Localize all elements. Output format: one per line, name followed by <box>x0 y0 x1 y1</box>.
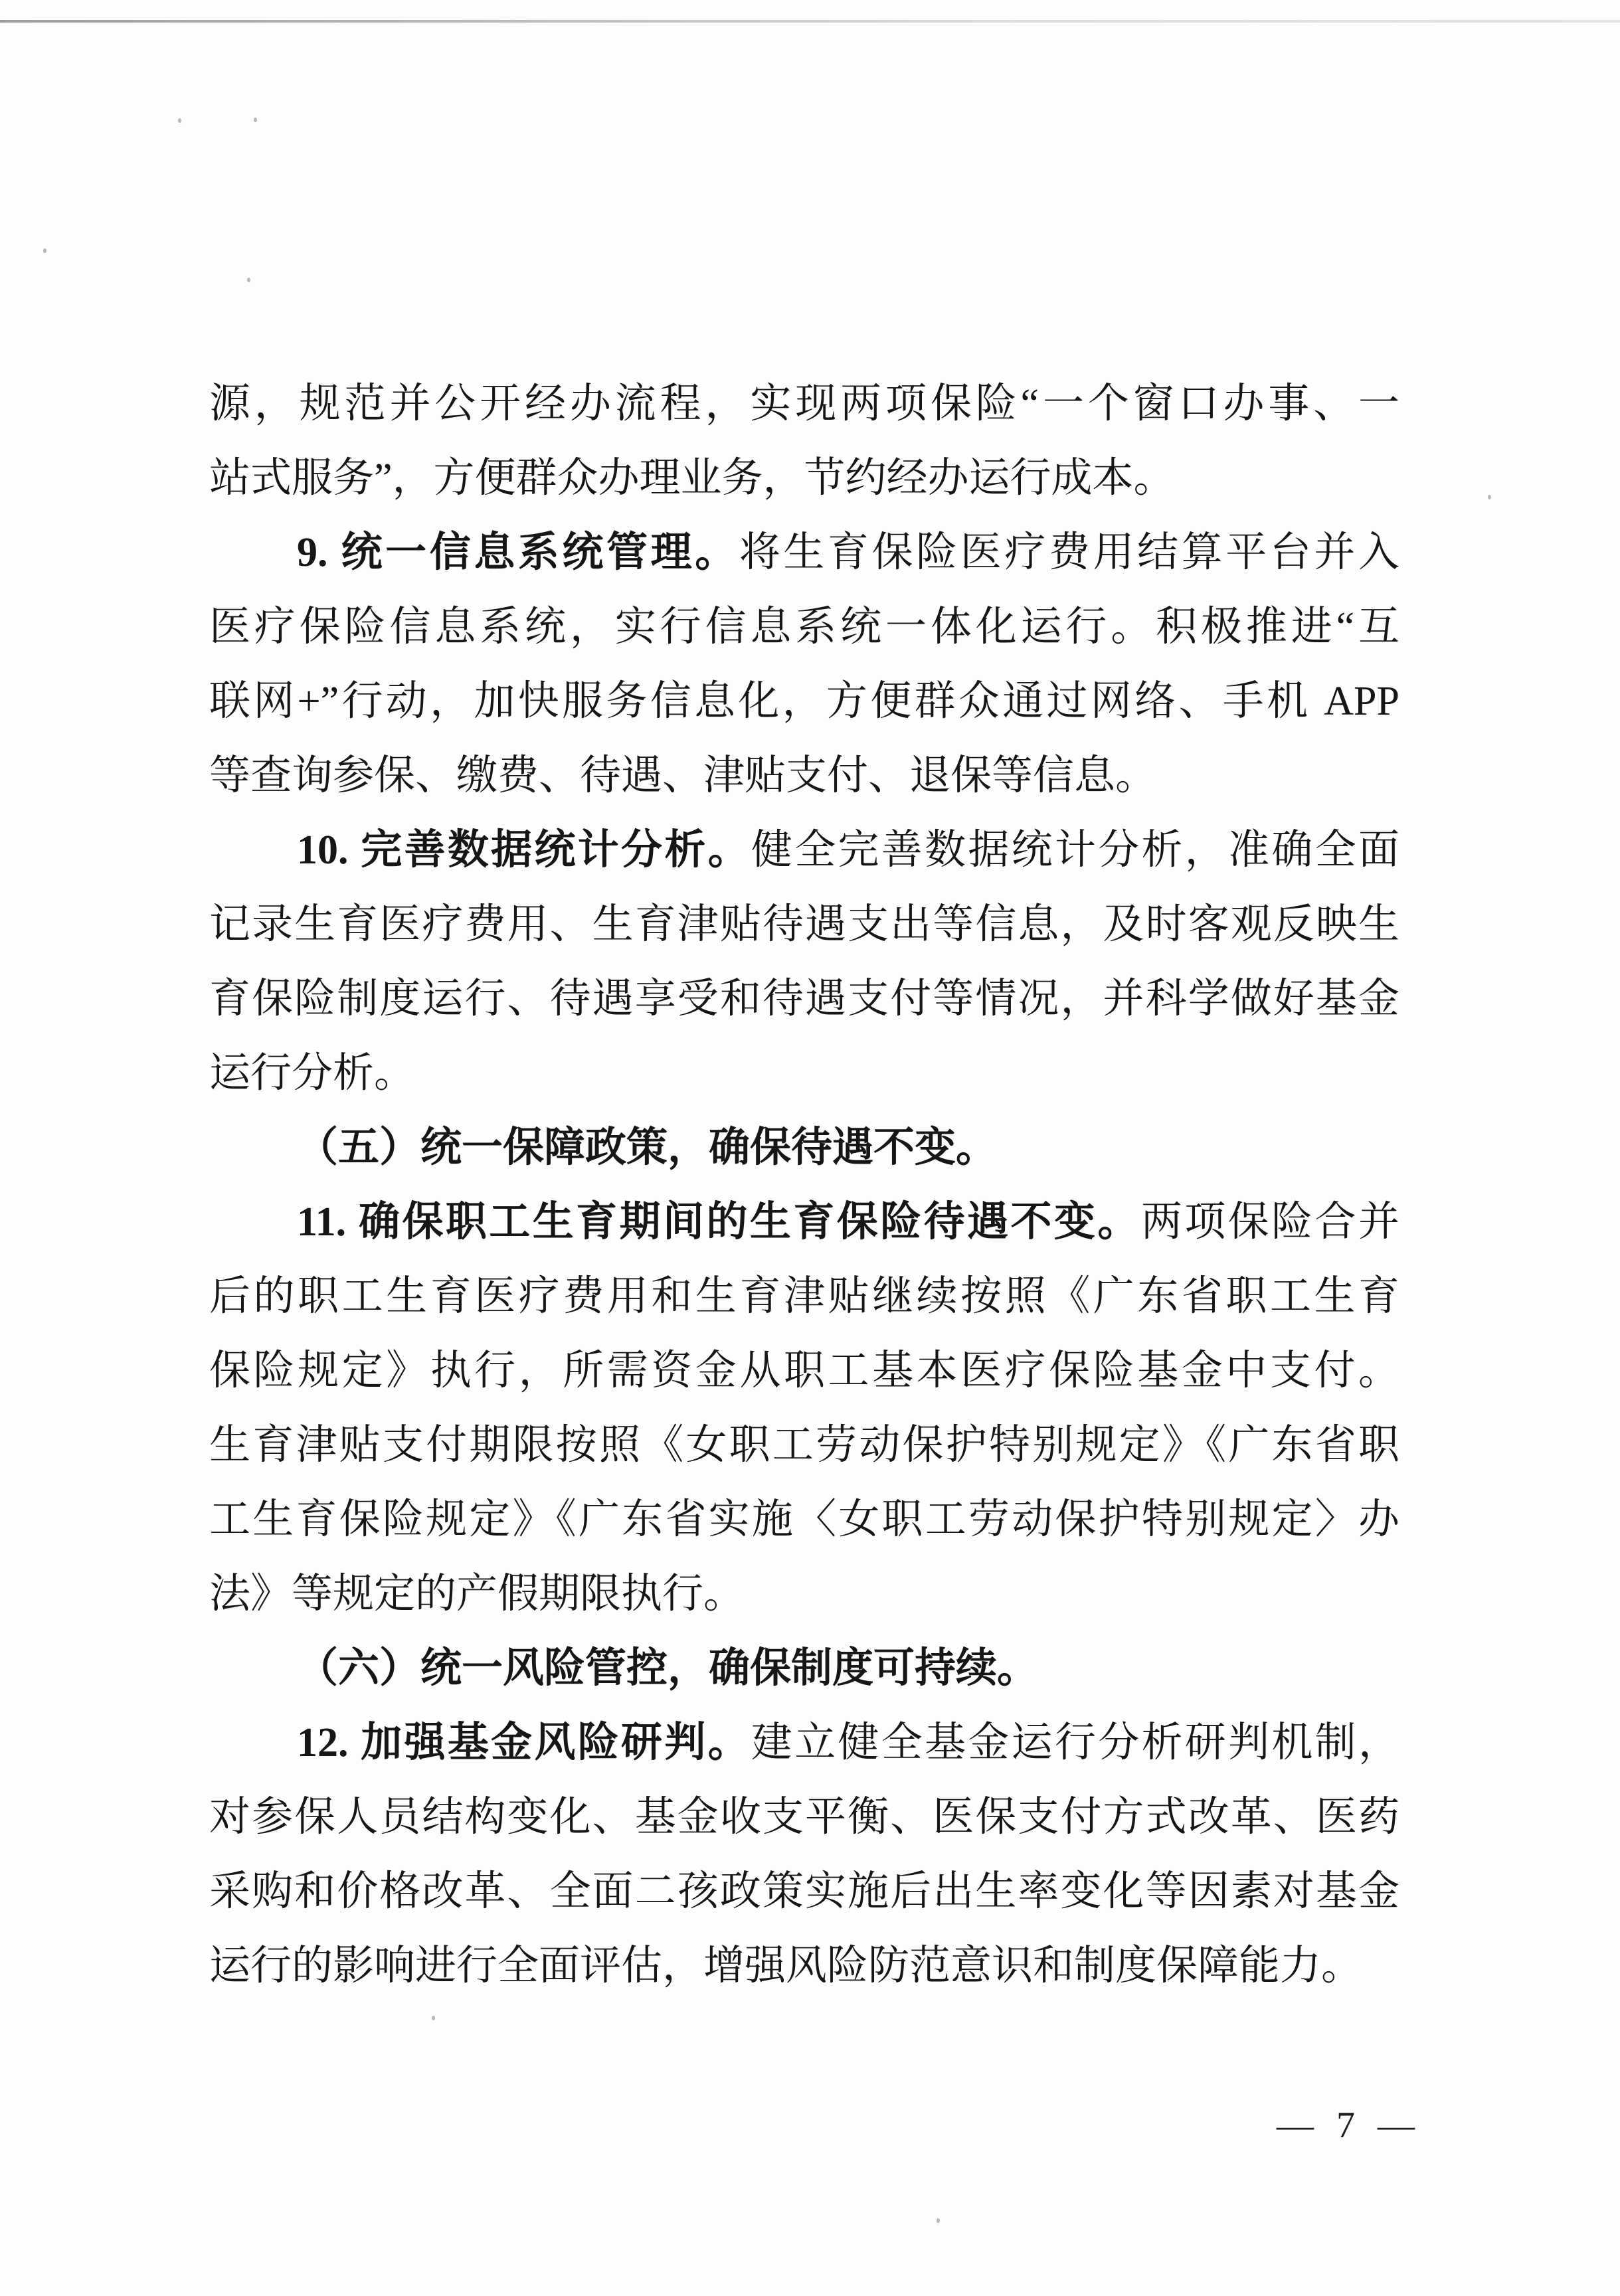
text-line <box>209 1929 1399 2003</box>
body-text: 联网+”行动，加快服务信息化，方便群众通过网络、手机 APP <box>209 679 1399 724</box>
body-text: 对参保人员结构变化、基金收支平衡、医保支付方式改革、医药 <box>209 1795 1399 1840</box>
body-text: 后的职工生育医疗费用和生育津贴继续按照《广东省职工生育 <box>209 1274 1399 1319</box>
scan-speck <box>254 118 257 122</box>
scan-speck <box>937 2218 940 2223</box>
text-line <box>209 1557 1399 1631</box>
body-text: 保险规定》执行，所需资金从职工基本医疗保险基金中支付。 <box>209 1348 1399 1393</box>
text-line <box>209 515 1399 590</box>
body-text: 等查询参保、缴费、待遇、津贴支付、退保等信息。 <box>209 753 1157 798</box>
emphasis-text: 11. 确保职工生育期间的生育保险待遇不变。 <box>297 1199 1141 1245</box>
body-text: 采购和价格改革、全面二孩政策实施后出生率变化等因素对基金 <box>209 1869 1399 1914</box>
body-text: 两项保险合并 <box>1140 1199 1399 1245</box>
body-text: 法》等规定的产假期限执行。 <box>209 1571 745 1617</box>
body-text: 记录生育医疗费用、生育津贴待遇支出等信息，及时客观反映生 <box>209 902 1399 947</box>
text-line <box>209 590 1399 664</box>
text-line <box>209 441 1399 515</box>
text-line <box>209 664 1399 739</box>
body-text: 生育津贴支付期限按照《女职工劳动保护特别规定》《广东省职 <box>209 1423 1399 1468</box>
scan-speck <box>1488 495 1491 499</box>
text-line <box>209 962 1399 1036</box>
text-line <box>209 813 1399 887</box>
page-number: — 7 — <box>1277 2105 1421 2146</box>
text-line <box>209 1482 1399 1557</box>
text-line <box>209 1854 1399 1929</box>
document-body <box>209 367 1399 2003</box>
body-text: 源，规范并公开经办流程，实现两项保险“一个窗口办事、一 <box>209 381 1399 426</box>
section-heading <box>209 1631 1399 1706</box>
text-line <box>209 887 1399 962</box>
scan-speck <box>432 2016 435 2020</box>
text-line <box>209 1408 1399 1482</box>
emphasis-text: （六）统一风险管控，确保制度可持续。 <box>297 1646 1039 1691</box>
scan-speck <box>43 248 46 253</box>
text-line <box>209 1706 1399 1780</box>
scan-artifact-line <box>0 20 1620 23</box>
text-line <box>209 739 1399 813</box>
emphasis-text: 10. 完善数据统计分析。 <box>297 828 751 873</box>
text-line <box>209 1259 1399 1334</box>
section-heading <box>209 1110 1399 1185</box>
emphasis-text: （五）统一保障政策，确保待遇不变。 <box>297 1125 998 1170</box>
body-text: 运行的影响进行全面评估，增强风险防范意识和制度保障能力。 <box>209 1943 1363 1988</box>
body-text: 医疗保险信息系统，实行信息系统一体化运行。积极推进“互 <box>209 604 1399 650</box>
scan-speck <box>178 118 181 123</box>
text-line <box>209 1334 1399 1408</box>
body-text: 健全完善数据统计分析，准确全面 <box>751 828 1399 873</box>
scan-speck <box>247 278 250 282</box>
text-line <box>209 367 1399 441</box>
text-line <box>209 1185 1399 1259</box>
body-text: 站式服务”，方便群众办理业务，节约经办运行成本。 <box>209 456 1175 501</box>
body-text: 将生育保险医疗费用结算平台并入 <box>739 530 1399 575</box>
body-text: 育保险制度运行、待遇享受和待遇支付等情况，并科学做好基金 <box>209 976 1399 1021</box>
emphasis-text: 9. 统一信息系统管理。 <box>297 530 739 575</box>
body-text: 工生育保险规定》《广东省实施〈女职工劳动保护特别规定〉办 <box>209 1497 1399 1542</box>
text-line <box>209 1780 1399 1854</box>
body-text: 建立健全基金运行分析研判机制， <box>751 1720 1399 1765</box>
body-text: 运行分析。 <box>209 1051 416 1096</box>
emphasis-text: 12. 加强基金风险研判。 <box>297 1720 751 1765</box>
text-line <box>209 1036 1399 1110</box>
